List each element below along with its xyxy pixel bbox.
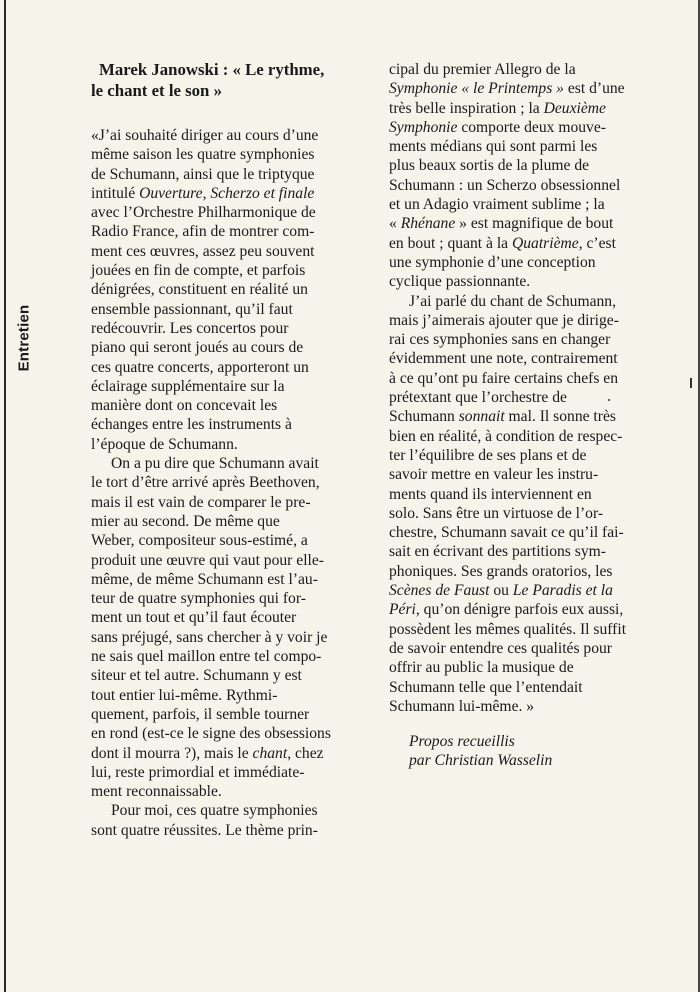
text-line: manière dont on concevait les bbox=[91, 397, 278, 415]
text-line: teur de quatre symphonies qui for- bbox=[91, 590, 306, 608]
text-line: ment un tout et qu’il faut écouter bbox=[91, 609, 297, 627]
text-line: plus beaux sortis de la plume de bbox=[389, 157, 590, 175]
heading-line: Marek Janowski : « Le rythme, bbox=[99, 60, 325, 79]
text-line: siteur et tel autre. Schumann y est bbox=[91, 667, 302, 685]
text-line: ne sais quel maillon entre tel compo- bbox=[91, 648, 322, 666]
text-line: J’ai parlé du chant de Schumann, bbox=[409, 292, 616, 310]
text-line: mier au second. De même que bbox=[91, 512, 280, 530]
text-line: échanges entre les instruments à bbox=[91, 416, 292, 434]
text-line: mais il est vain de comparer le pre- bbox=[91, 493, 311, 511]
text-line: sans préjugé, sans chercher à y voir je bbox=[91, 628, 328, 646]
text-line: Péri, qu’on dénigre parfois eux aussi, bbox=[389, 601, 624, 619]
text-line: l’époque de Schumann. bbox=[91, 435, 238, 453]
text-line: Symphonie « le Printemps » est d’une bbox=[389, 80, 625, 98]
text-line: tout entier lui-même. Rythmi- bbox=[91, 686, 278, 704]
text-line: avec l’Orchestre Philharmonique de bbox=[91, 204, 316, 222]
text-line: ter l’équilibre de ses plans et de bbox=[389, 446, 587, 464]
text-line: dont il mourra ?), mais le chant, chez bbox=[91, 744, 324, 762]
text-line: très belle inspiration ; la Deuxième bbox=[389, 99, 606, 117]
text-line: évidemment une note, contrairement bbox=[389, 350, 618, 368]
text-line: Schumann sonnait mal. Il sonne très bbox=[389, 408, 616, 426]
text-line: « Rhénane » est magnifique de bout bbox=[389, 215, 614, 233]
section-label-text: Entretien bbox=[15, 304, 33, 372]
text-line: prétextant que l’orchestre de bbox=[389, 389, 567, 407]
text-line: Scènes de Faust ou Le Paradis et la bbox=[389, 582, 613, 600]
text-line: «J’ai souhaité diriger au cours d’une bbox=[91, 127, 319, 144]
text-line: sont quatre réussites. Le thème prin- bbox=[91, 821, 318, 839]
text-line: Pour moi, ces quatre symphonies bbox=[111, 802, 318, 820]
text-line: jouées en fin de compte, et parfois bbox=[91, 262, 306, 280]
text-line: de Schumann, ainsi que le triptyque bbox=[91, 165, 315, 183]
text-line: chestre, Schumann savait ce qu’il fai- bbox=[389, 524, 624, 542]
heading-line: le chant et le son » bbox=[91, 80, 222, 100]
text-line: en bout ; quant à la Quatrième, c’est bbox=[389, 234, 616, 252]
credit-line: Propos recueillis bbox=[409, 733, 515, 751]
text-line: intitulé Ouverture, Scherzo et finale bbox=[91, 184, 315, 202]
text-line: à ce qu’ont pu faire certains chefs en bbox=[389, 369, 619, 387]
interview-credit bbox=[389, 732, 695, 771]
text-line: savoir mettre en valeur les instru- bbox=[389, 466, 599, 484]
text-line: redécouvrir. Les concertos pour bbox=[91, 319, 289, 337]
text-line: lui, reste primordial et immédiate- bbox=[91, 763, 305, 781]
text-line: quement, parfois, il semble tourner bbox=[91, 705, 310, 723]
text-line: Radio France, afin de montrer com- bbox=[91, 223, 315, 241]
text-line: en rond (est-ce le signe des obsessions bbox=[91, 725, 331, 743]
text-line: produit une œuvre qui vaut pour elle- bbox=[91, 551, 324, 569]
text-line: solo. Sans être un virtuose de l’or- bbox=[389, 504, 604, 522]
text-line: ces quatre concerts, apporteront un bbox=[91, 358, 309, 376]
print-speck bbox=[608, 399, 610, 401]
text-line: et un Adagio vraiment sublime ; la bbox=[389, 196, 605, 214]
article-column-right bbox=[389, 60, 695, 771]
page-edge-left bbox=[4, 0, 6, 992]
text-line: ments médians qui sont parmi les bbox=[389, 138, 598, 156]
right-body-text bbox=[389, 60, 695, 716]
text-line: Schumann : un Scherzo obsessionnel bbox=[389, 176, 621, 194]
text-line: dénigrées, constituent en réalité un bbox=[91, 281, 308, 299]
left-body-text bbox=[91, 126, 367, 840]
text-line: cipal du premier Allegro de la bbox=[389, 61, 576, 78]
text-line: offrir au public la musique de bbox=[389, 659, 574, 677]
text-line: ments quand ils interviennent en bbox=[389, 485, 592, 503]
text-line: de savoir entendre ces qualités pour bbox=[389, 639, 612, 657]
text-line: rai ces symphonies sans en changer bbox=[389, 331, 611, 349]
text-line: Schumann telle que l’entendait bbox=[389, 678, 583, 696]
margin-mark bbox=[690, 378, 692, 388]
text-line: Symphonie comporte deux mouve- bbox=[389, 118, 606, 136]
text-line: ensemble passionnant, qu’il faut bbox=[91, 300, 293, 318]
text-line: éclairage supplémentaire sur la bbox=[91, 377, 285, 395]
text-line: ment ces œuvres, assez peu souvent bbox=[91, 242, 315, 260]
text-line: possèdent les mêmes qualités. Il suffit bbox=[389, 620, 627, 638]
text-line: mais j’aimerais ajouter que je dirige- bbox=[389, 311, 619, 329]
text-line: ment reconnaissable. bbox=[91, 783, 222, 801]
text-line: même saison les quatre symphonies bbox=[91, 146, 315, 164]
text-line: Schumann lui-même. » bbox=[389, 697, 535, 715]
text-line: sait en écrivant des partitions sym- bbox=[389, 543, 606, 561]
text-line: piano qui seront joués au cours de bbox=[91, 339, 304, 357]
text-line: même, de même Schumann est l’au- bbox=[91, 570, 318, 588]
section-label bbox=[12, 298, 36, 378]
text-line: bien en réalité, à condition de respec- bbox=[389, 427, 623, 445]
article-column-left bbox=[91, 60, 367, 840]
text-line: phoniques. Ses grands oratorios, les bbox=[389, 562, 613, 580]
text-line: une symphonie d’une conception bbox=[389, 253, 596, 271]
text-line: cyclique passionnante. bbox=[389, 273, 531, 291]
text-line: Weber, compositeur sous-estimé, a bbox=[91, 532, 308, 550]
article-heading bbox=[91, 60, 367, 101]
text-line: le tort d’être arrivé après Beethoven, bbox=[91, 474, 320, 492]
credit-line: par Christian Wasselin bbox=[409, 752, 553, 770]
text-line: On a pu dire que Schumann avait bbox=[111, 455, 319, 473]
